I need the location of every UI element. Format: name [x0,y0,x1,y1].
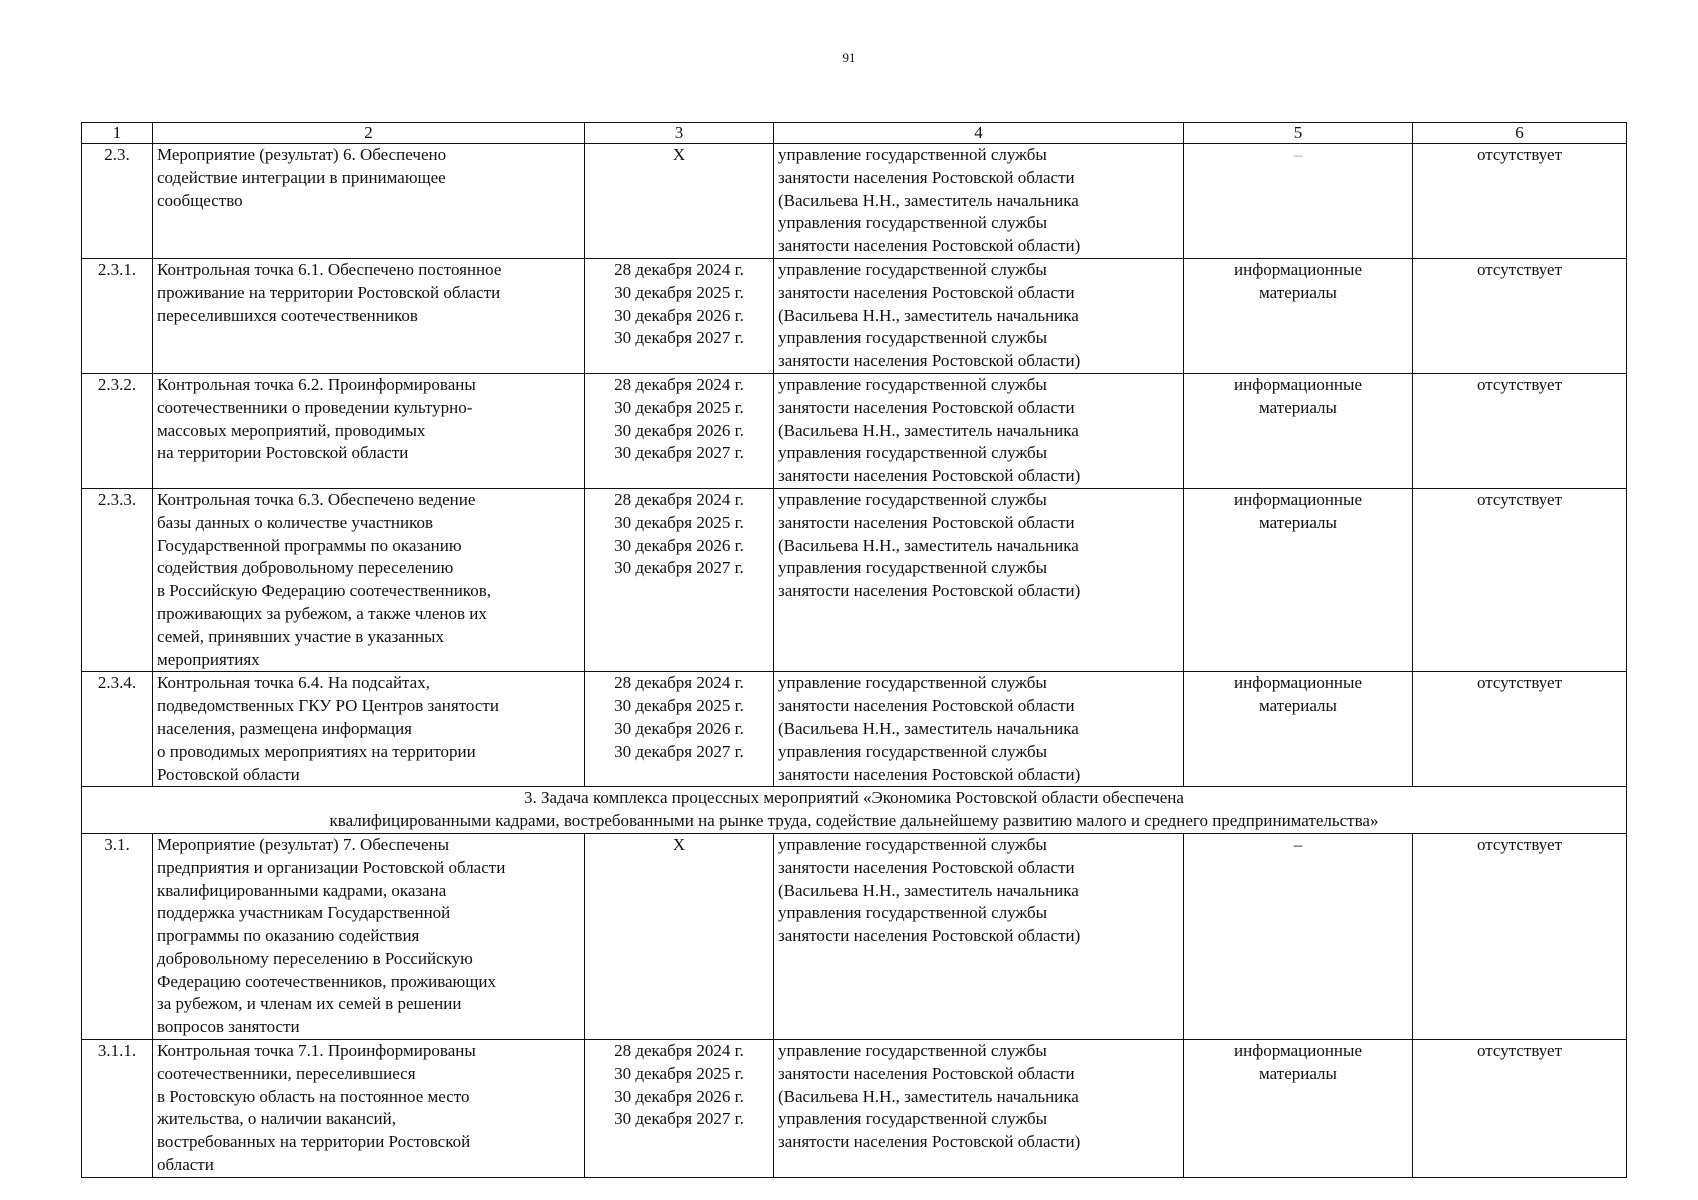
responsible-executor-line: управления государственной службы [778,213,1048,233]
info-system: отсутствует [1413,488,1627,671]
responsible-executor-line: управление государственной службы [778,673,1047,693]
info-system: отсутствует [1413,144,1627,259]
responsible-executor-line: управления государственной службы [778,443,1048,463]
table-row [82,144,1627,259]
deadline-dates-line: 30 декабря 2027 г. [614,1109,744,1129]
responsible-executor-line: занятости населения Ростовской области) [778,236,1081,256]
deadline-dates-line: X [672,834,686,854]
confirming-document-line: материалы [1259,696,1337,716]
responsible-executor-line: занятости населения Ростовской области [778,397,1075,417]
responsible-executor-line: занятости населения Ростовской области) [778,1132,1081,1152]
deadline-dates-line: 28 декабря 2024 г. [614,1041,744,1061]
event-name-line: проживание на территории Ростовской области [157,282,501,302]
info-system: отсутствует [1413,258,1627,373]
deadline-dates [585,672,774,787]
confirming-document-line: информационные [1234,489,1362,509]
column-header: 2 [153,123,585,144]
responsible-executor [774,833,1184,1039]
responsible-executor-line: занятости населения Ростовской области) [778,926,1081,946]
deadline-dates [585,373,774,488]
confirming-document-line: материалы [1259,1063,1337,1083]
responsible-executor-line: (Васильева Н.Н., заместитель начальника [778,420,1079,440]
deadline-dates-line: 30 декабря 2025 г. [614,397,744,417]
deadline-dates-line: 30 декабря 2027 г. [614,443,744,463]
deadline-dates-line: 30 декабря 2026 г. [614,420,744,440]
event-name-line: Контрольная точка 6.3. Обеспечено ведение [157,489,476,509]
event-name [153,373,585,488]
table-body [82,123,1627,1178]
event-name [153,1040,585,1178]
responsible-executor-line: занятости населения Ростовской области) [778,581,1081,601]
responsible-executor [774,672,1184,787]
row-number: 2.3.2. [82,373,153,488]
responsible-executor-line: занятости населения Ростовской области [778,282,1075,302]
confirming-document-line: информационные [1234,673,1362,693]
confirming-document [1184,488,1413,671]
row-number: 2.3.4. [82,672,153,787]
deadline-dates-line: 30 декабря 2027 г. [614,328,744,348]
event-name-line: поддержка участникам Государственной [157,903,451,923]
deadline-dates-line: 30 декабря 2025 г. [614,1063,744,1083]
responsible-executor-line: (Васильева Н.Н., заместитель начальника [778,190,1079,210]
table-row [82,373,1627,488]
column-header: 1 [82,123,153,144]
confirming-document [1184,144,1413,259]
event-name-line: вопросов занятости [157,1017,300,1037]
responsible-executor-line: занятости населения Ростовской области [778,696,1075,716]
deadline-dates-line: 30 декабря 2025 г. [614,512,744,532]
deadline-dates-line: 28 декабря 2024 г. [614,374,744,394]
event-name-line: Контрольная точка 6.2. Проинформированы [157,374,476,394]
deadline-dates [585,833,774,1039]
confirming-document-line: информационные [1234,1041,1362,1061]
deadline-dates-line: 30 декабря 2026 г. [614,1086,744,1106]
responsible-executor-line: управление государственной службы [778,834,1047,854]
responsible-executor-line: управления государственной службы [778,741,1048,761]
event-name-line: проживающих за рубежом, а также членов их [157,603,487,623]
event-name-line: добровольному переселению в Российскую [157,948,473,968]
responsible-executor-line: (Васильева Н.Н., заместитель начальника [778,1086,1079,1106]
column-header: 6 [1413,123,1627,144]
event-name [153,672,585,787]
event-name-line: сообщество [157,190,243,210]
confirming-document-line: материалы [1259,282,1337,302]
responsible-executor-line: занятости населения Ростовской области) [778,764,1081,784]
responsible-executor [774,144,1184,259]
event-name-line: Мероприятие (результат) 6. Обеспечено [157,145,447,164]
responsible-executor-line: занятости населения Ростовской области [778,512,1075,532]
deadline-dates-line: 30 декабря 2026 г. [614,305,744,325]
responsible-executor-line: (Васильева Н.Н., заместитель начальника [778,718,1079,738]
deadline-dates-line: X [672,145,686,164]
event-name-line: жительства, о наличии вакансий, [157,1109,396,1129]
deadline-dates-line: 30 декабря 2027 г. [614,558,744,578]
section-title [82,787,1627,834]
event-name-line: области [157,1155,214,1175]
event-name [153,833,585,1039]
confirming-document-line: информационные [1234,374,1362,394]
event-name-line: мероприятиях [157,649,260,669]
deadline-dates-line: 30 декабря 2027 г. [614,741,744,761]
confirming-document-line: материалы [1259,512,1337,532]
row-number: 2.3.3. [82,488,153,671]
deadline-dates-line: 28 декабря 2024 г. [614,673,744,693]
row-number: 2.3.1. [82,258,153,373]
responsible-executor [774,488,1184,671]
event-name [153,144,585,259]
row-number: 2.3. [82,144,153,259]
info-system: отсутствует [1413,1040,1627,1178]
event-name-line: предприятия и организации Ростовской области [157,857,506,877]
event-name-line: Ростовской области [157,764,300,784]
event-name-line: массовых мероприятий, проводимых [157,420,426,440]
section-title-line: квалифицированными кадрами, востребованными на рынке труда, содействие дальнейшему развитию малого и среднего предпринимательства» [329,811,1379,831]
deadline-dates [585,258,774,373]
section-title-line: 3. Задача комплекса процессных мероприятий «Экономика Ростовской области обеспечена [524,788,1184,808]
responsible-executor-line: управление государственной службы [778,1041,1047,1061]
table-row [82,488,1627,671]
table-row [82,833,1627,1039]
event-name-line: переселившихся соотечественников [157,305,418,325]
responsible-executor-line: (Васильева Н.Н., заместитель начальника [778,305,1079,325]
confirming-document-line: информационные [1234,259,1362,279]
event-name-line: подведомственных ГКУ РО Центров занятости [157,696,499,716]
page-number: 91 [842,50,856,65]
event-name-line: в Ростовскую область на постоянное место [157,1086,470,1106]
confirming-document [1184,1040,1413,1178]
event-name-line: на территории Ростовской области [157,443,409,463]
responsible-executor-line: управления государственной службы [778,558,1048,578]
responsible-executor-line: управления государственной службы [778,1109,1048,1129]
table-row [82,258,1627,373]
event-name-line: Контрольная точка 6.1. Обеспечено постоянное [157,259,502,279]
deadline-dates-line: 28 декабря 2024 г. [614,259,744,279]
column-header: 5 [1184,123,1413,144]
responsible-executor-line: занятости населения Ростовской области) [778,466,1081,486]
event-name-line: Государственной программы по оказанию [157,535,462,555]
responsible-executor [774,1040,1184,1178]
responsible-executor [774,258,1184,373]
row-number: 3.1. [82,833,153,1039]
confirming-document [1184,833,1413,1039]
event-name-line: о проводимых мероприятиях на территории [157,741,476,761]
confirming-document-line: – [1293,145,1303,164]
confirming-document [1184,672,1413,787]
responsible-executor-line: управление государственной службы [778,145,1047,164]
deadline-dates-line: 30 декабря 2025 г. [614,696,744,716]
responsible-executor-line: управление государственной службы [778,259,1047,279]
event-name-line: Контрольная точка 6.4. На подсайтах, [157,673,430,693]
event-name-line: семей, принявших участие в указанных [157,626,444,646]
event-name-line: соотечественники, переселившиеся [157,1063,416,1083]
responsible-executor-line: занятости населения Ростовской области [778,857,1075,877]
responsible-executor-line: занятости населения Ростовской области [778,167,1075,187]
column-header: 4 [774,123,1184,144]
responsible-executor-line: занятости населения Ростовской области) [778,351,1081,371]
confirming-document [1184,373,1413,488]
event-name-line: программы по оказанию содействия [157,926,420,946]
event-name-line: в Российскую Федерацию соотечественников, [157,581,491,601]
section-row [82,787,1627,834]
info-system: отсутствует [1413,672,1627,787]
deadline-dates [585,488,774,671]
column-header: 3 [585,123,774,144]
responsible-executor-line: управление государственной службы [778,374,1047,394]
event-name-line: содействие интеграции в принимающее [157,167,446,187]
responsible-executor-line: управления государственной службы [778,903,1048,923]
responsible-executor [774,373,1184,488]
event-name-line: базы данных о количестве участников [157,512,434,532]
deadline-dates-line: 30 декабря 2025 г. [614,282,744,302]
deadline-dates [585,144,774,259]
info-system: отсутствует [1413,373,1627,488]
deadline-dates-line: 30 декабря 2026 г. [614,535,744,555]
event-name [153,488,585,671]
control-points-table [81,122,1627,1178]
event-name-line: квалифицированными кадрами, оказана [157,880,447,900]
row-number: 3.1.1. [82,1040,153,1178]
deadline-dates-line: 30 декабря 2026 г. [614,718,744,738]
responsible-executor-line: управления государственной службы [778,328,1048,348]
confirming-document-line: материалы [1259,397,1337,417]
header-row [82,123,1627,144]
table-row [82,672,1627,787]
event-name-line: населения, размещена информация [157,718,412,738]
responsible-executor-line: занятости населения Ростовской области [778,1063,1075,1083]
event-name [153,258,585,373]
responsible-executor-line: (Васильева Н.Н., заместитель начальника [778,535,1079,555]
event-name-line: соотечественники о проведении культурно- [157,397,473,417]
responsible-executor-line: (Васильева Н.Н., заместитель начальника [778,880,1079,900]
event-name-line: Федерацию соотечественников, проживающих [157,971,496,991]
event-name-line: востребованных на территории Ростовской [157,1132,471,1152]
event-name-line: Контрольная точка 7.1. Проинформированы [157,1041,476,1061]
deadline-dates [585,1040,774,1178]
confirming-document [1184,258,1413,373]
info-system: отсутствует [1413,833,1627,1039]
event-name-line: содействия добровольному переселению [157,558,454,578]
event-name-line: за рубежом, и членам их семей в решении [157,994,462,1014]
responsible-executor-line: управление государственной службы [778,489,1047,509]
deadline-dates-line: 28 декабря 2024 г. [614,489,744,509]
event-name-line: Мероприятие (результат) 7. Обеспечены [157,834,450,854]
confirming-document-line: – [1293,834,1303,854]
table-row [82,1040,1627,1178]
